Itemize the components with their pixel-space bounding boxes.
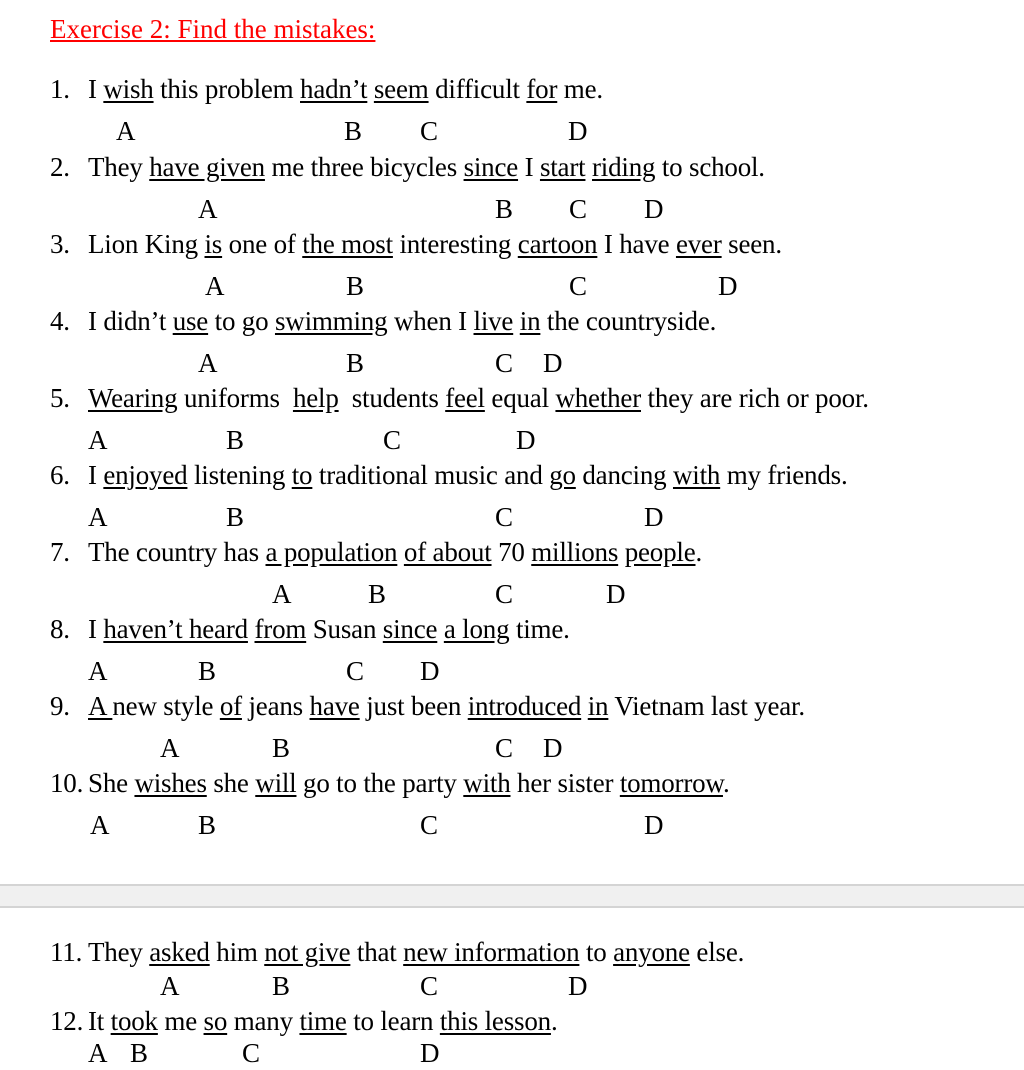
option-letter-b: B (130, 1038, 149, 1068)
question-2 (50, 152, 765, 183)
option-letter-c: C (346, 656, 365, 686)
sentence-text: Vietnam last year. (608, 691, 805, 721)
question-number: 6. (50, 460, 70, 490)
sentence-text: I (88, 460, 104, 490)
underlined-option: seem (373, 74, 429, 104)
question-number: 5. (50, 383, 70, 413)
question-number: 2. (50, 152, 70, 182)
option-letter-d: D (606, 579, 626, 609)
sentence-text: this problem (153, 74, 301, 104)
sentence-text: to go (208, 306, 275, 336)
sentence-text: She (88, 768, 135, 798)
option-letters (0, 194, 1024, 226)
option-letter-c: C (495, 733, 514, 763)
sentence-text: They (88, 937, 150, 967)
sentence-text: difficult (428, 74, 527, 104)
underlined-option: enjoyed (103, 460, 188, 490)
question-6 (50, 460, 848, 491)
sentence-text: I have (597, 229, 676, 259)
sentence-text: her sister (510, 768, 620, 798)
question-number: 4. (50, 306, 70, 336)
sentence-text: one of (222, 229, 303, 259)
option-letter-c: C (242, 1038, 261, 1068)
sentence-text: the countryside. (540, 306, 717, 336)
question-number: 10. (50, 768, 84, 798)
underlined-option: new information (403, 937, 580, 967)
underlined-option: millions (531, 537, 619, 567)
underlined-option: since (382, 614, 438, 644)
underlined-option: help (292, 383, 339, 413)
sentence-text: . (722, 768, 730, 798)
sentence-text: just been (359, 691, 468, 721)
option-letter-d: D (644, 810, 664, 840)
sentence-text: I didn’t (88, 306, 173, 336)
question-number: 8. (50, 614, 70, 644)
option-letter-b: B (344, 116, 363, 146)
option-letters (0, 425, 1024, 457)
sentence-text: students (338, 383, 446, 413)
sentence-text: else. (689, 937, 745, 967)
sentence-text: him (209, 937, 265, 967)
underlined-option: wish (103, 74, 154, 104)
underlined-option: have given (149, 152, 265, 182)
sentence-text: me (157, 1006, 204, 1036)
option-letters (0, 348, 1024, 380)
underlined-option: time (299, 1006, 347, 1036)
question-number: 12. (50, 1006, 84, 1036)
sentence-text: when I (387, 306, 474, 336)
sentence-text: me. (557, 74, 603, 104)
option-letter-d: D (568, 971, 588, 1001)
option-letter-a: A (160, 971, 180, 1001)
option-letters (0, 971, 1024, 1003)
option-letter-a: A (90, 810, 110, 840)
underlined-option: start (539, 152, 586, 182)
option-letter-c: C (495, 348, 514, 378)
underlined-option: in (519, 306, 541, 336)
question-4 (50, 306, 716, 337)
option-letter-b: B (226, 425, 245, 455)
option-letter-a: A (198, 194, 218, 224)
underlined-option: use (172, 306, 209, 336)
question-9 (50, 691, 805, 722)
sentence-text: 70 (491, 537, 532, 567)
option-letter-c: C (420, 116, 439, 146)
option-letters (0, 1038, 1024, 1070)
option-letter-d: D (543, 348, 563, 378)
question-12 (50, 1006, 558, 1037)
underlined-option: from (254, 614, 307, 644)
underlined-option: introduced (467, 691, 582, 721)
underlined-option: took (110, 1006, 158, 1036)
option-letter-b: B (346, 348, 365, 378)
sentence-text: new style (112, 691, 220, 721)
underlined-option: of (219, 691, 242, 721)
option-letter-a: A (88, 425, 108, 455)
question-5 (50, 383, 869, 414)
option-letter-d: D (420, 656, 440, 686)
option-letter-c: C (420, 971, 439, 1001)
sentence-text: I (88, 614, 104, 644)
underlined-option: hadn’t (300, 74, 368, 104)
underlined-option: so (203, 1006, 228, 1036)
underlined-option: whether (555, 383, 641, 413)
option-letter-b: B (272, 971, 291, 1001)
option-letter-c: C (383, 425, 402, 455)
option-letters (0, 579, 1024, 611)
sentence-text: The country has (88, 537, 266, 567)
option-letters (0, 116, 1024, 148)
question-number: 11. (50, 937, 83, 967)
sentence-text: uniforms (177, 383, 293, 413)
sentence-text: I (88, 74, 104, 104)
question-number: 1. (50, 74, 70, 104)
underlined-option: since (463, 152, 519, 182)
option-letters (0, 733, 1024, 765)
question-10 (50, 768, 730, 799)
sentence-text: traditional music and (312, 460, 550, 490)
option-letter-c: C (495, 502, 514, 532)
underlined-option: with (672, 460, 721, 490)
option-letter-a: A (116, 116, 136, 146)
exercise-title: Exercise 2: Find the mistakes: (50, 14, 376, 44)
option-letter-d: D (568, 116, 588, 146)
sentence-text: It (88, 1006, 111, 1036)
option-letter-b: B (198, 656, 217, 686)
question-number: 7. (50, 537, 70, 567)
sentence-text: seen. (721, 229, 782, 259)
option-letters (0, 502, 1024, 534)
sentence-text: time. (509, 614, 570, 644)
underlined-option: feel (445, 383, 485, 413)
underlined-option: have (309, 691, 360, 721)
underlined-option: cartoon (517, 229, 598, 259)
option-letter-b: B (198, 810, 217, 840)
sentence-text: to school. (655, 152, 765, 182)
option-letter-b: B (346, 271, 365, 301)
option-letters (0, 810, 1024, 842)
option-letter-b: B (272, 733, 291, 763)
option-letters (0, 656, 1024, 688)
underlined-option: swimming (274, 306, 388, 336)
sentence-text: Lion King (88, 229, 205, 259)
question-number: 9. (50, 691, 70, 721)
option-letter-c: C (495, 579, 514, 609)
underlined-option: for (526, 74, 558, 104)
option-letter-d: D (718, 271, 738, 301)
option-letter-a: A (88, 502, 108, 532)
sentence-text: I (518, 152, 540, 182)
sentence-text: . (695, 537, 703, 567)
option-letter-a: A (88, 656, 108, 686)
underlined-option: the most (302, 229, 393, 259)
underlined-option: go (549, 460, 576, 490)
sentence-text: my friends. (720, 460, 848, 490)
option-letter-d: D (543, 733, 563, 763)
sentence-text: to learn (346, 1006, 440, 1036)
underlined-option: wishes (134, 768, 207, 798)
underlined-option: will (255, 768, 297, 798)
underlined-option: haven’t heard (103, 614, 248, 644)
sentence-text: listening (187, 460, 292, 490)
page-break (0, 884, 1024, 908)
question-1 (50, 74, 603, 105)
underlined-option: riding (592, 152, 656, 182)
underlined-option: this lesson (439, 1006, 551, 1036)
underlined-option: A (88, 691, 113, 721)
sentence-text: go to the party (296, 768, 464, 798)
option-letter-d: D (420, 1038, 440, 1068)
option-letter-d: D (644, 194, 664, 224)
question-3 (50, 229, 782, 260)
underlined-option: is (204, 229, 223, 259)
question-11 (50, 937, 744, 968)
sentence-text: interesting (392, 229, 518, 259)
sentence-text: many (227, 1006, 300, 1036)
underlined-option: people (624, 537, 696, 567)
sentence-text: she (206, 768, 256, 798)
option-letter-a: A (205, 271, 225, 301)
sentence-text: me three bicycles (264, 152, 464, 182)
option-letters (0, 271, 1024, 303)
option-letter-c: C (569, 194, 588, 224)
sentence-text: Susan (306, 614, 383, 644)
underlined-option: Wearing (88, 383, 178, 413)
question-7 (50, 537, 702, 568)
option-letter-a: A (272, 579, 292, 609)
underlined-option: ever (675, 229, 722, 259)
underlined-option: a long (443, 614, 510, 644)
option-letter-c: C (569, 271, 588, 301)
underlined-option: to (291, 460, 313, 490)
underlined-option: a population (265, 537, 398, 567)
option-letter-b: B (368, 579, 387, 609)
sentence-text: to (579, 937, 614, 967)
option-letter-a: A (198, 348, 218, 378)
underlined-option: live (473, 306, 514, 336)
sentence-text: that (350, 937, 404, 967)
option-letter-b: B (495, 194, 514, 224)
underlined-option: not give (264, 937, 351, 967)
underlined-option: in (587, 691, 609, 721)
underlined-option: tomorrow (619, 768, 723, 798)
question-number: 3. (50, 229, 70, 259)
option-letter-c: C (420, 810, 439, 840)
underlined-option: of about (403, 537, 492, 567)
underlined-option: anyone (613, 937, 690, 967)
sentence-text: equal (484, 383, 556, 413)
underlined-option: asked (149, 937, 210, 967)
option-letter-a: A (88, 1038, 108, 1068)
sentence-text: dancing (575, 460, 673, 490)
option-letter-b: B (226, 502, 245, 532)
sentence-text: They (88, 152, 150, 182)
sentence-text: jeans (241, 691, 310, 721)
option-letter-a: A (160, 733, 180, 763)
sentence-text: . (550, 1006, 558, 1036)
sentence-text: they are rich or poor. (641, 383, 869, 413)
question-8 (50, 614, 570, 645)
option-letter-d: D (516, 425, 536, 455)
option-letter-d: D (644, 502, 664, 532)
underlined-option: with (463, 768, 511, 798)
